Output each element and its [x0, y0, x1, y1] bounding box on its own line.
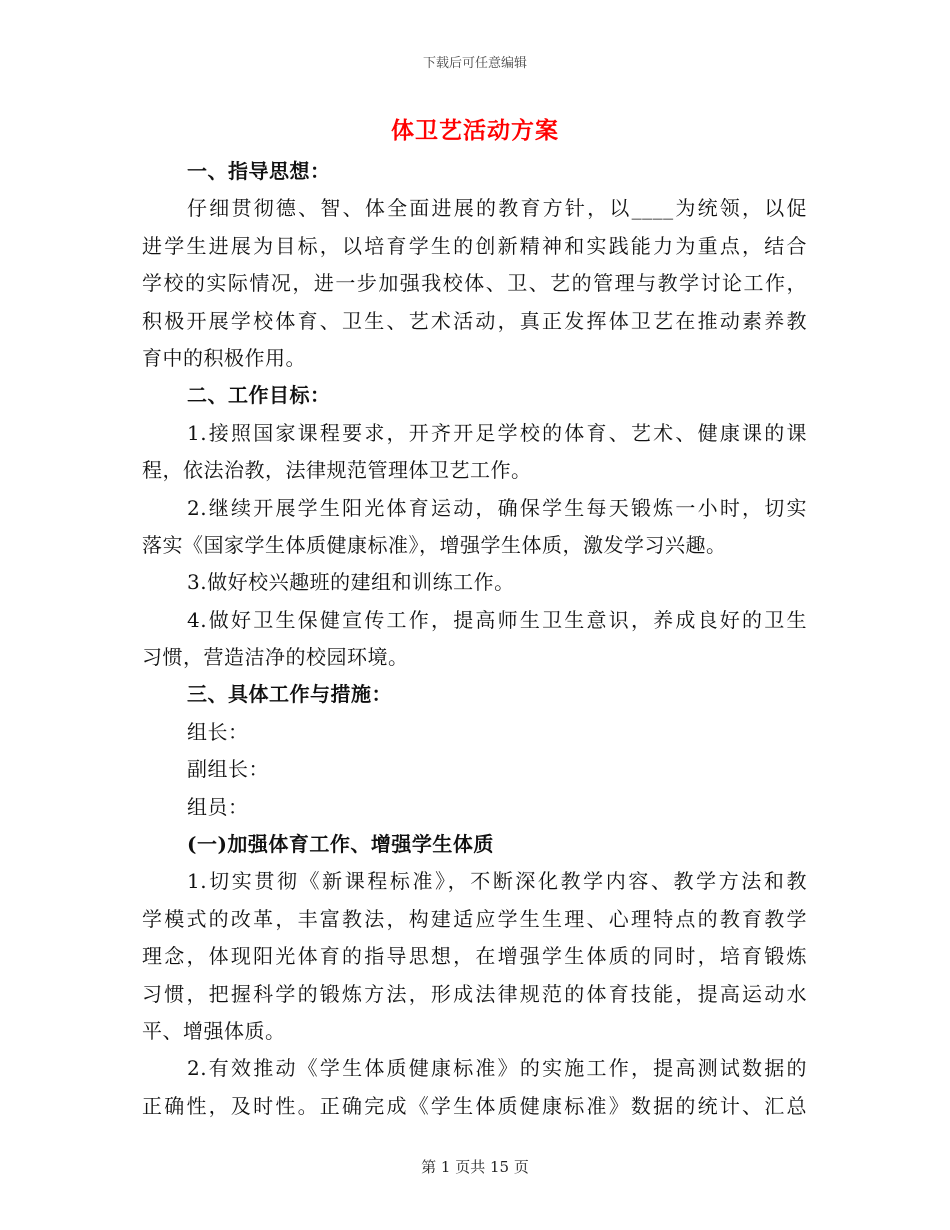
page-header-note: 下载后可任意编辑: [422, 56, 527, 71]
paragraph-line: 2.有效推动《学生体质健康标准》的实施工作，提高测试数据的: [187, 1056, 807, 1081]
paragraph-line: 平、增强体质。: [142, 1018, 286, 1043]
paragraph-line: 进学生进展为目标，以培育学生的创新精神和实践能力为重点，结合: [142, 233, 807, 258]
paragraph-line: 学校的实际情况，进一步加强我校体、卫、艺的管理与教学讨论工作，: [142, 271, 807, 296]
section-heading: 一、指导思想：: [187, 159, 331, 183]
paragraph-line: 学模式的改革，丰富教法，构建适应学生生理、心理特点的教育教学: [142, 906, 807, 931]
paragraph-line: 习惯，营造洁净的校园环境。: [142, 645, 409, 670]
paragraph-line: 副组长：: [187, 757, 269, 782]
paragraph-line: 2.继续开展学生阳光体育运动，确保学生每天锻炼一小时，切实: [187, 495, 807, 520]
paragraph-line: 3.做好校兴趣班的建组和训练工作。: [187, 570, 515, 595]
section-heading: 三、具体工作与措施：: [187, 682, 392, 707]
paragraph-line: 仔细贯彻德、智、体全面进展的教育方针，以____为统领，以促: [187, 196, 807, 221]
paragraph-line: 1.切实贯彻《新课程标准》，不断深化教学内容、教学方法和教: [187, 869, 807, 894]
document-body: [142, 153, 807, 1125]
paragraph-line: 积极开展学校体育、卫生、艺术活动，真正发挥体卫艺在推动素养教: [142, 308, 807, 333]
paragraph-line: 育中的积极作用。: [142, 345, 306, 370]
page-number-footer: 第 1 页共 15 页: [421, 1158, 529, 1176]
paragraph-line: 正确性，及时性。正确完成《学生体质健康标准》数据的统计、汇总: [142, 1093, 807, 1118]
section-heading: 二、工作目标：: [187, 383, 331, 408]
paragraph-line: 落实《国家学生体质健康标准》，增强学生体质，激发学习兴趣。: [142, 532, 727, 557]
paragraph-line: 1.接照国家课程要求，开齐开足学校的体育、艺术、健康课的课: [187, 420, 807, 445]
paragraph-line: 程，依法治教，法律规范管理体卫艺工作。: [142, 458, 532, 483]
paragraph-line: 4.做好卫生保健宣传工作，提高师生卫生意识，养成良好的卫生: [187, 607, 807, 632]
paragraph-line: 理念，体现阳光体育的指导思想，在增强学生体质的同时，培育锻炼: [142, 944, 807, 969]
paragraph-line: 组长：: [187, 719, 249, 744]
paragraph-line: 习惯，把握科学的锻炼方法，形成法律规范的体育技能，提高运动水: [142, 981, 807, 1006]
paragraph-line: 组员：: [187, 794, 249, 819]
document-title: 体卫艺活动方案: [391, 117, 559, 144]
section-heading: (一)加强体育工作、增强学生体质: [187, 832, 494, 857]
